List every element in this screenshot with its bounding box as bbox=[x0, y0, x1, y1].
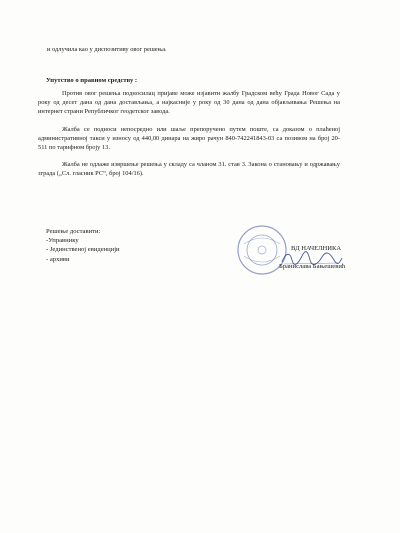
legal-remedy-heading: Упутство о правном средству : bbox=[46, 77, 138, 84]
intro-line: и одлучила као у диспозитиву овог решења. bbox=[47, 46, 167, 53]
signatory-name: Бранислава Бањешевић bbox=[279, 263, 346, 270]
delivery-heading: Решење доставити: bbox=[46, 228, 101, 235]
legal-remedy-paragraph-3: Жалба не одлаже извршење решења у складу са чланом 31. став 3. Закона о становању и одржавању зграда („Сл. гласник РС“, број 104/16). bbox=[38, 161, 340, 177]
legal-remedy-paragraph-2: Жалба се подноси непосредно или шаље препоручено путем поште, са доказом о плаћеној административној такси у износу од 440,00 динара на жиро рачун 840-742241843-03 са позивом на број 20-511 по тарифном броју 13. bbox=[38, 126, 340, 151]
delivery-item: -Управнику bbox=[46, 237, 79, 244]
legal-remedy-paragraph-1: Против овог решења подносилац пријаве може изјавити жалбу Градском већу Града Новог Сада у року од десет дана од дана достављања, а најкасније у року од 30 дана од дана објављивања Решења на интернет страни Републичког геодетског завода. bbox=[38, 90, 340, 115]
delivery-item: - Јединственој евиденцији bbox=[46, 246, 120, 253]
delivery-item: - архиви bbox=[46, 256, 70, 263]
signatory-title: ВД НАЧЕЛНИКА bbox=[291, 245, 342, 252]
